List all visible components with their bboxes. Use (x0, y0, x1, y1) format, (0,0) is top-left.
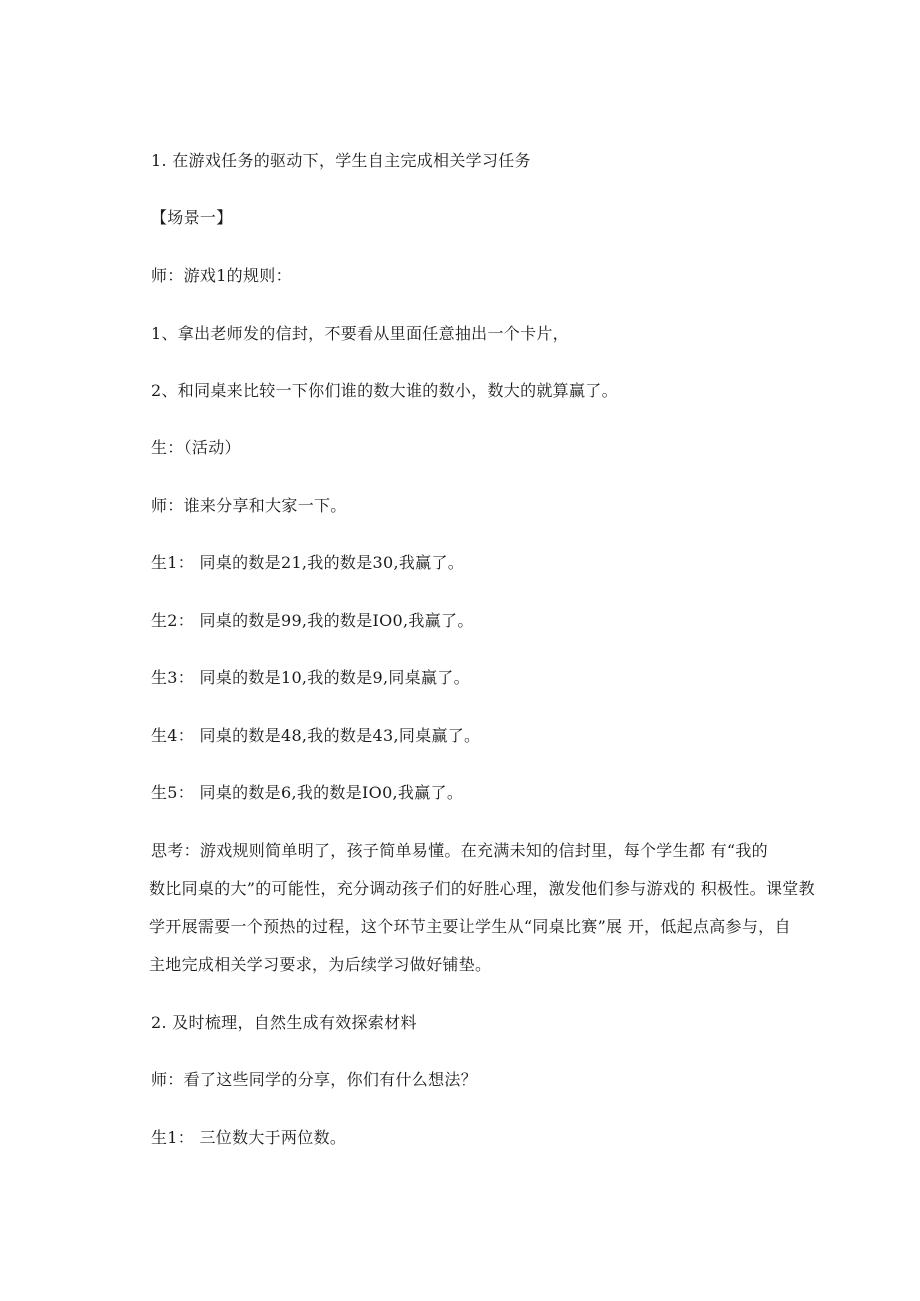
student-line: 生1： 三位数大于两位数。 (151, 1128, 347, 1147)
reflection-line (149, 917, 807, 937)
teacher-line: 师：看了这些同学的分享，你们有什么想法？ (151, 1070, 478, 1089)
student-line: 生5： 同桌的数是6,我的数是IO0,我赢了。 (151, 783, 464, 802)
rule-item: 1、拿出老师发的信封，不要看从里面任意抽出一个卡片， (151, 324, 569, 343)
section-heading-1: 1. 在游戏任务的驱动下，学生自主完成相关学习任务 (151, 151, 531, 170)
scene-label: 【场景一】 (151, 208, 233, 227)
reflection-line (149, 955, 807, 975)
student-line: 生2： 同桌的数是99,我的数是IO0,我赢了。 (151, 611, 474, 630)
section-heading-2: 2. 及时梳理，自然生成有效探索材料 (151, 1013, 417, 1032)
student-line: 生1： 同桌的数是21,我的数是30,我赢了。 (151, 553, 465, 572)
reflection-line-text: 数比同桌的大”的可能性，充分调动孩子们的好胜心理，激发他们参与游戏的 积极性。课堂教 (149, 879, 815, 898)
rule-item: 2、和同桌来比较一下你们谁的数大谁的数小，数大的就算赢了。 (151, 381, 618, 400)
reflection-line: 思考：游戏规则简单明了，孩子简单易懂。在充满未知的信封里，每个学生都 有“我的 (151, 841, 768, 860)
teacher-line: 师：谁来分享和大家一下。 (151, 496, 347, 515)
reflection-paragraph (149, 841, 815, 993)
student-line: 生：（活动） (151, 438, 241, 457)
reflection-line-text: 学开展需要一个预热的过程，这个环节主要让学生从“同桌比赛”展 开，低起点高参与，自 (149, 917, 791, 936)
student-line: 生3： 同桌的数是10,我的数是9,同桌赢了。 (151, 668, 470, 687)
reflection-line-text: 主地完成相关学习要求，为后续学习做好铺垫。 (149, 955, 492, 974)
student-line: 生4： 同桌的数是48,我的数是43,同桌赢了。 (151, 726, 481, 745)
teacher-line: 师：游戏1的规则： (151, 266, 292, 285)
reflection-line (149, 879, 815, 899)
